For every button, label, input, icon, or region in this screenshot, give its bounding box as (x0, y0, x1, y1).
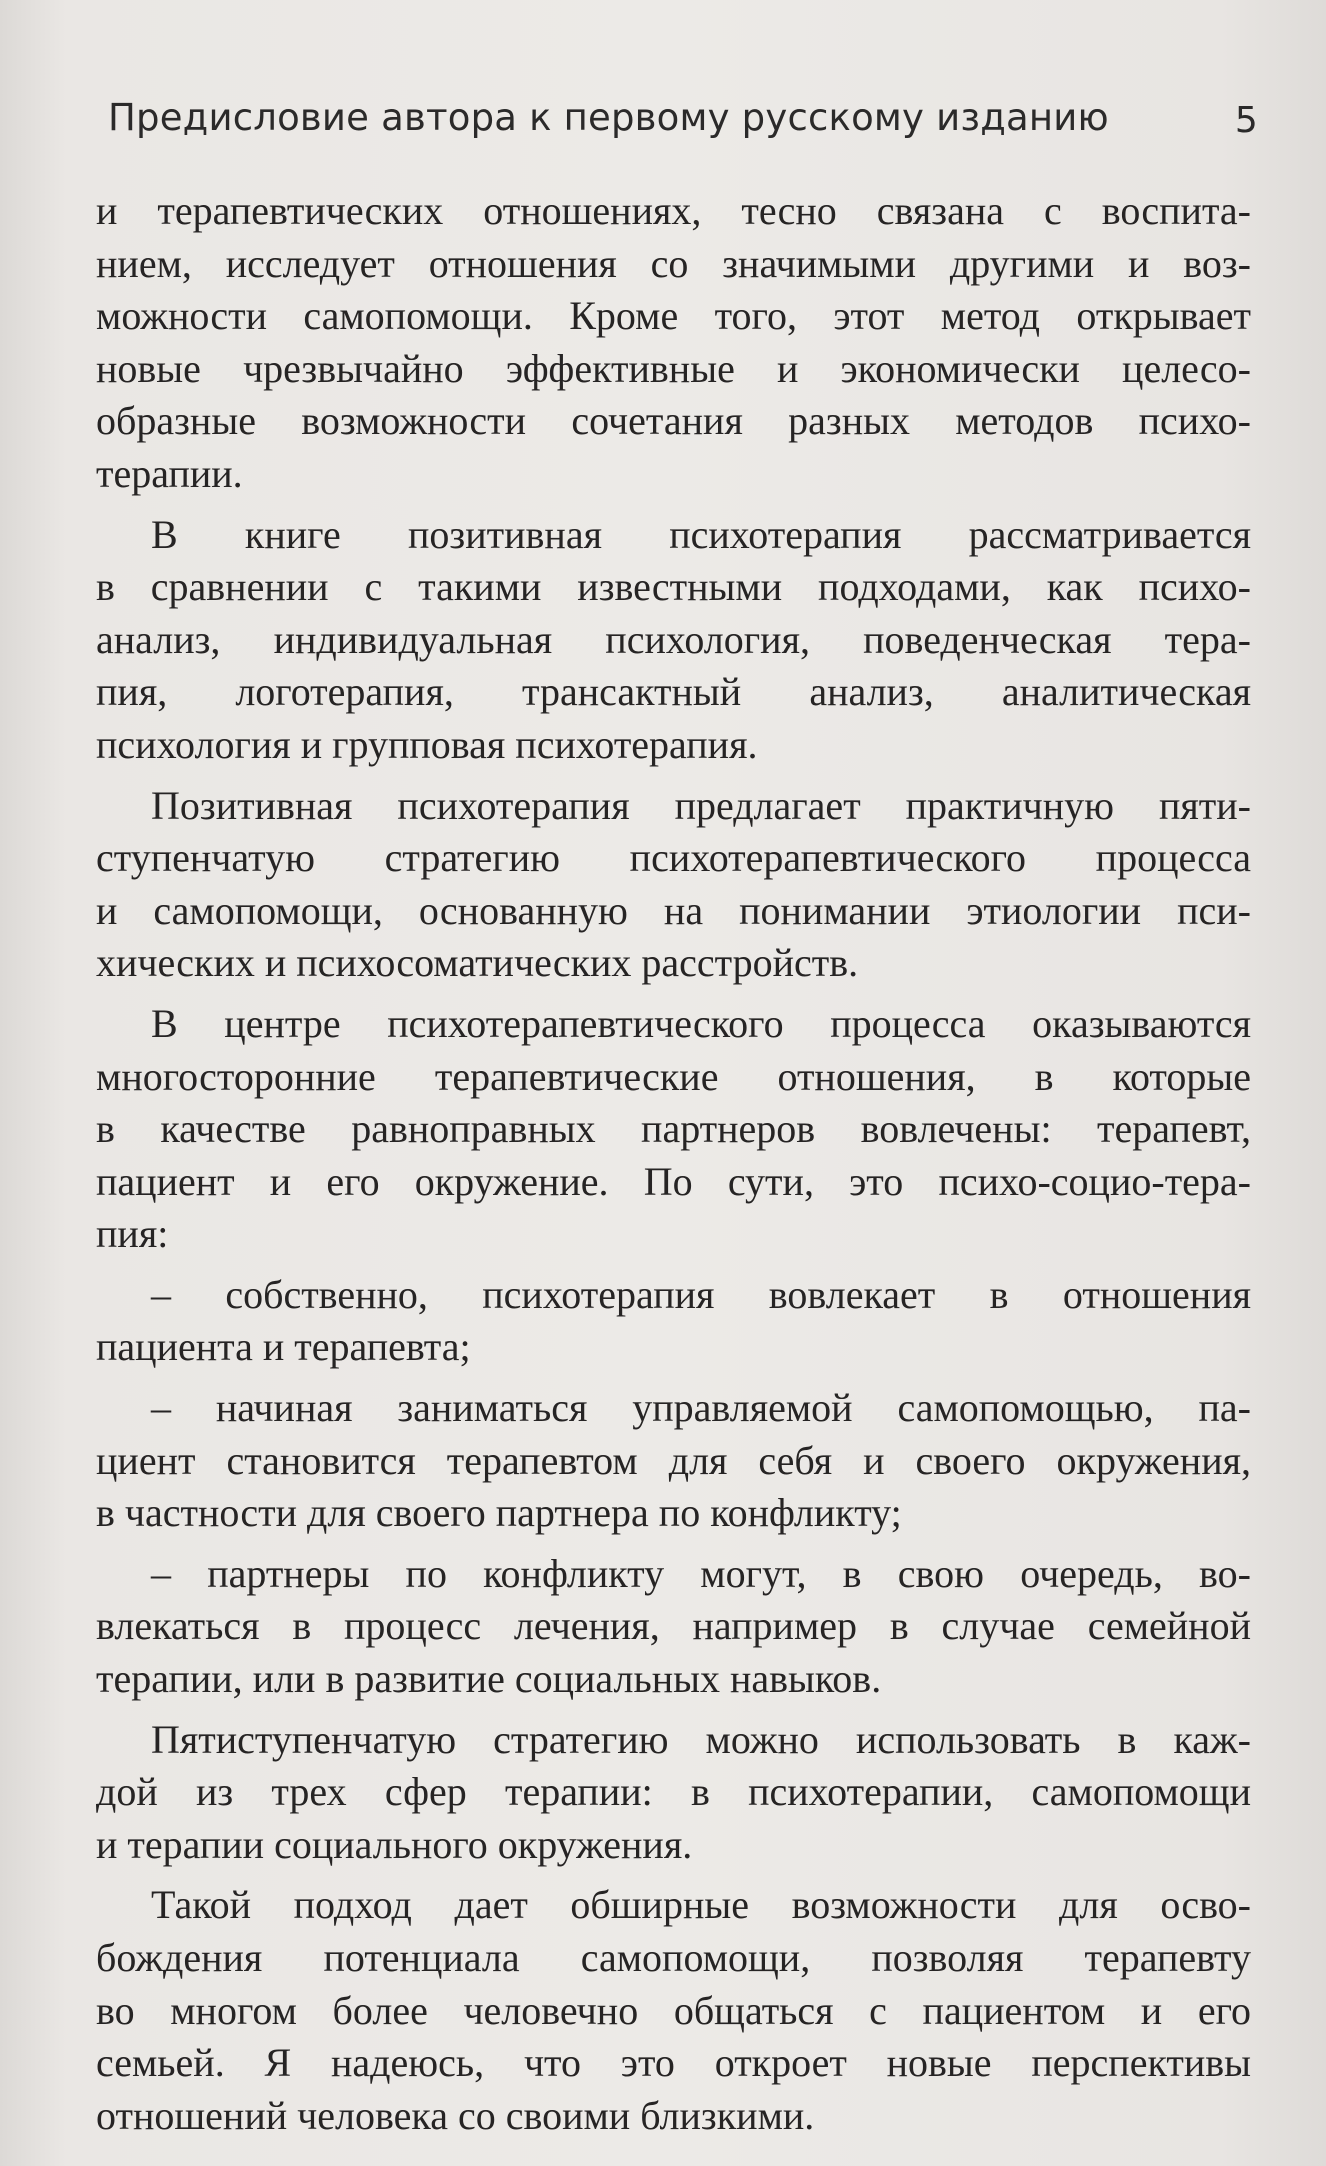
text-line: нием, исследует отношения со значимыми другими и воз- (96, 240, 1251, 286)
text-line: – начиная заниматься управляемой самопомощью, па- (151, 1385, 1251, 1431)
paragraph (96, 509, 1251, 772)
text-line: многосторонние терапевтические отношения, в которые (96, 1053, 1251, 1099)
paragraph (96, 1714, 1251, 1872)
text-line: ступенчатую стратегию психотерапевтического процесса (96, 835, 1251, 881)
text-line: хических и психосоматических расстройств. (96, 940, 859, 986)
paragraph (96, 1269, 1251, 1374)
paragraph-gap (96, 1706, 1251, 1714)
paragraph-gap (96, 1540, 1251, 1548)
text-line: семьей. Я надеюсь, что это откроет новые перспективы (96, 2040, 1251, 2086)
text-line: во многом более человечно общаться с пациентом и его (96, 1987, 1251, 2033)
body-text (96, 185, 1251, 2142)
paragraph (96, 1879, 1251, 2142)
paragraph-gap (96, 501, 1251, 509)
paragraph (96, 780, 1251, 990)
text-line: влекаться в процесс лечения, например в случае семейной (96, 1603, 1251, 1649)
text-line: – собственно, психотерапия вовлекает в отношения (151, 1271, 1251, 1317)
paragraph-gap (96, 1374, 1251, 1382)
text-line: пациент и его окружение. По сути, это психо-социо-тера- (96, 1158, 1251, 1204)
text-line: анализ, индивидуальная психология, поведенческая тера- (96, 616, 1251, 662)
page-number: 5 (1234, 100, 1258, 141)
text-line: Позитивная психотерапия предлагает практичную пяти- (151, 782, 1251, 828)
text-line: пия, логотерапия, трансактный анализ, аналитическая (96, 669, 1251, 715)
paragraph-gap (96, 990, 1251, 998)
text-line: Такой подход дает обширные возможности для осво- (151, 1882, 1251, 1928)
text-line: и терапевтических отношениях, тесно связана с воспита- (96, 188, 1251, 233)
text-line: новые чрезвычайно эффективные и экономически целесо- (96, 345, 1251, 391)
text-line: образные возможности сочетания разных методов психо- (96, 398, 1251, 444)
text-line: психология и групповая психотерапия. (96, 721, 758, 767)
paragraph-gap (96, 1871, 1251, 1879)
text-line: отношений человека со своими близкими. (96, 2092, 815, 2138)
text-line: и терапии социального окружения. (96, 1821, 693, 1867)
text-line: В книге позитивная психотерапия рассматривается (151, 511, 1251, 557)
text-line: дой из трех сфер терапии: в психотерапии, самопомощи (96, 1769, 1251, 1815)
running-head (108, 96, 1258, 156)
text-line: Пятиступенчатую стратегию можно использовать в каж- (151, 1716, 1251, 1762)
paragraph (96, 185, 1251, 501)
text-line: и самопомощи, основанную на понимании этиологии пси- (96, 887, 1251, 933)
text-line: в частности для своего партнера по конфликту; (96, 1490, 902, 1536)
text-line: В центре психотерапевтического процесса оказываются (151, 1000, 1251, 1046)
paragraph (96, 1382, 1251, 1540)
text-line: пия: (96, 1211, 169, 1257)
text-line: бождения потенциала самопомощи, позволяя терапевту (96, 1935, 1251, 1980)
paragraph (96, 1548, 1251, 1706)
text-line: пациента и терапевта; (96, 1324, 471, 1370)
text-line: терапии. (96, 450, 243, 496)
text-line: в качестве равноправных партнеров вовлечены: терапевт, (96, 1106, 1251, 1152)
paragraph (96, 998, 1251, 1261)
text-line: в сравнении с такими известными подходами, как психо- (96, 564, 1251, 610)
text-line: можности самопомощи. Кроме того, этот метод открывает (96, 293, 1251, 339)
text-line: циент становится терапевтом для себя и своего окружения, (96, 1437, 1251, 1483)
text-line: терапии, или в развитие социальных навыков. (96, 1656, 882, 1702)
text-line: – партнеры по конфликту могут, в свою очередь, во- (151, 1550, 1251, 1596)
running-title: Предисловие автора к первому русскому изданию (108, 96, 1109, 139)
paragraph-gap (96, 772, 1251, 780)
paragraph-gap (96, 1261, 1251, 1269)
